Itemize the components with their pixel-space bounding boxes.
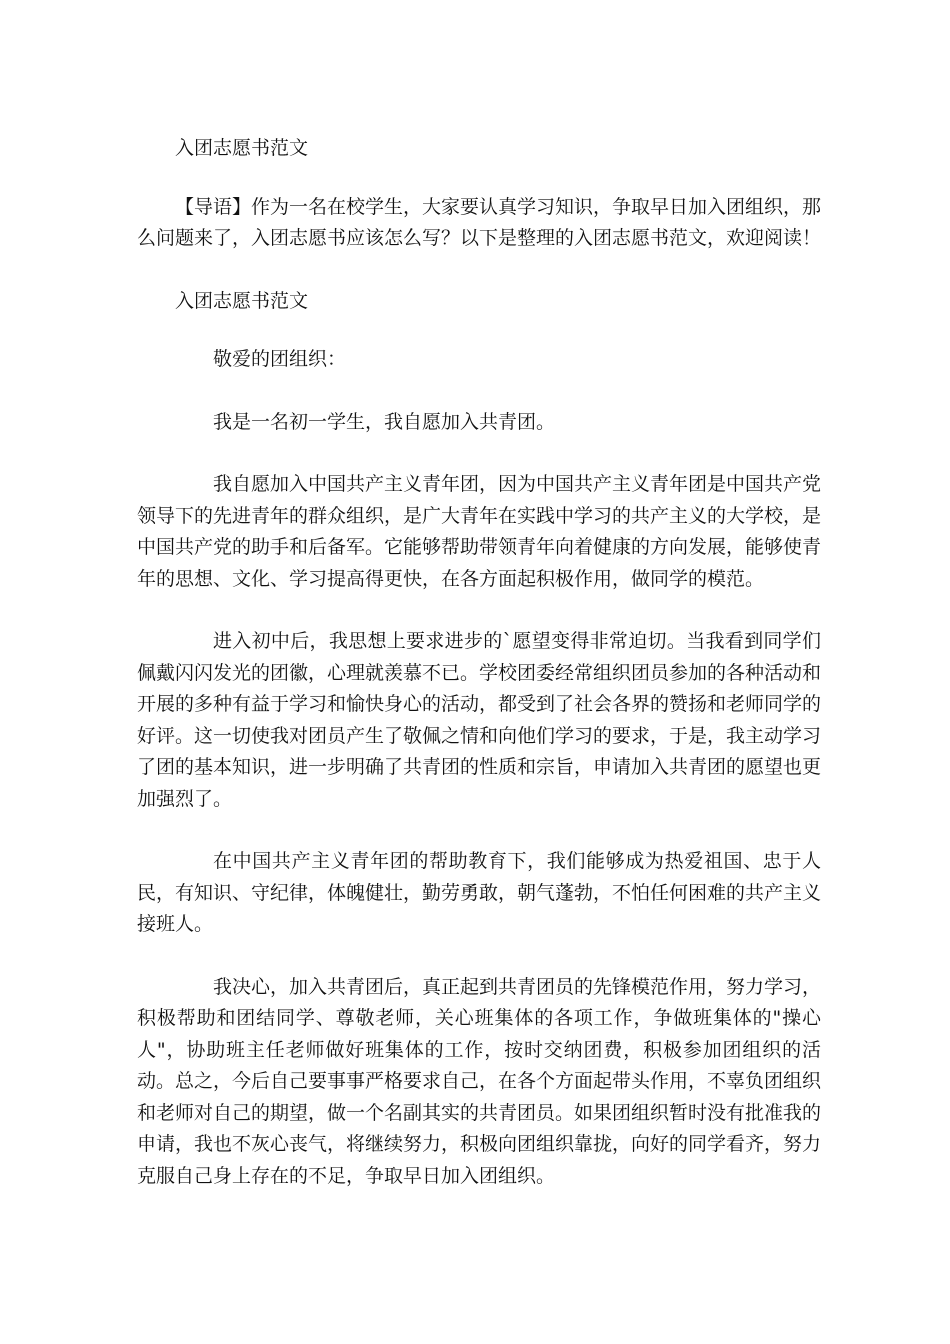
document-title: 入团志愿书范文 xyxy=(175,137,309,159)
document-subtitle: 入团志愿书范文 xyxy=(175,289,309,312)
body-paragraph: 在中国共产主义青年团的帮助教育下，我们能够成为热爱祖国、忠于人民，有知识、守纪律，体魄健壮，勤劳勇敢，朝气蓬勃，不怕任何困难的共产主义接班人。 xyxy=(137,850,822,935)
salutation: 敬爱的团组织： xyxy=(213,348,347,370)
body-paragraph: 我是一名初一学生，我自愿加入共青团。 xyxy=(213,410,556,433)
document-body xyxy=(137,133,821,1223)
body-paragraph: 我自愿加入中国共产主义青年团，因为中国共产主义青年团是中国共产党领导下的先进青年的群众组织，是广大青年在实践中学习的共产主义的大学校，是中国共产党的助手和后备军。它能够帮助带领青年向着健康的方向发展，能够使青年的思想、文化、学习提高得更快，在各方面起积极作用，做同学的模范。 xyxy=(137,473,822,590)
body-paragraph: 进入初中后，我思想上要求进步的`愿望变得非常迫切。当我看到同学们佩戴闪闪发光的团徽，心理就羡慕不已。学校团委经常组织团员参加的各种活动和开展的多种有益于学习和愉快身心的活动，都受到了社会各界的赞扬和老师同学的好评。这一切使我对团员产生了敬佩之情和向他们学习的要求，于是，我主动学习了团的基本知识，进一步明确了共青团的性质和宗旨，申请加入共青团的愿望也更加强烈了。 xyxy=(137,630,822,810)
body-paragraph: 我决心，加入共青团后，真正起到共青团员的先锋模范作用，努力学习，积极帮助和团结同学、尊敬老师，关心班集体的各项工作，争做班集体的"操心人"，协助班主任老师做好班集体的工作，按时交纳团费，积极参加团组织的活动。总之，今后自己要事事严格要求自己，在各个方面起带头作用，不辜负团组织和老师对自己的期望，做一个名副其实的共青团员。如果团组织暂时没有批准我的申请，我也不灰心丧气，将继续努力，积极向团组织靠拢，向好的同学看齐，努力克服自己身上存在的不足，争取早日加入团组织。 xyxy=(137,975,822,1187)
intro-paragraph: 【导语】作为一名在校学生，大家要认真学习知识，争取早日加入团组织，那么问题来了，入团志愿书应该怎么写？以下是整理的入团志愿书范文，欢迎阅读！ xyxy=(137,195,822,249)
